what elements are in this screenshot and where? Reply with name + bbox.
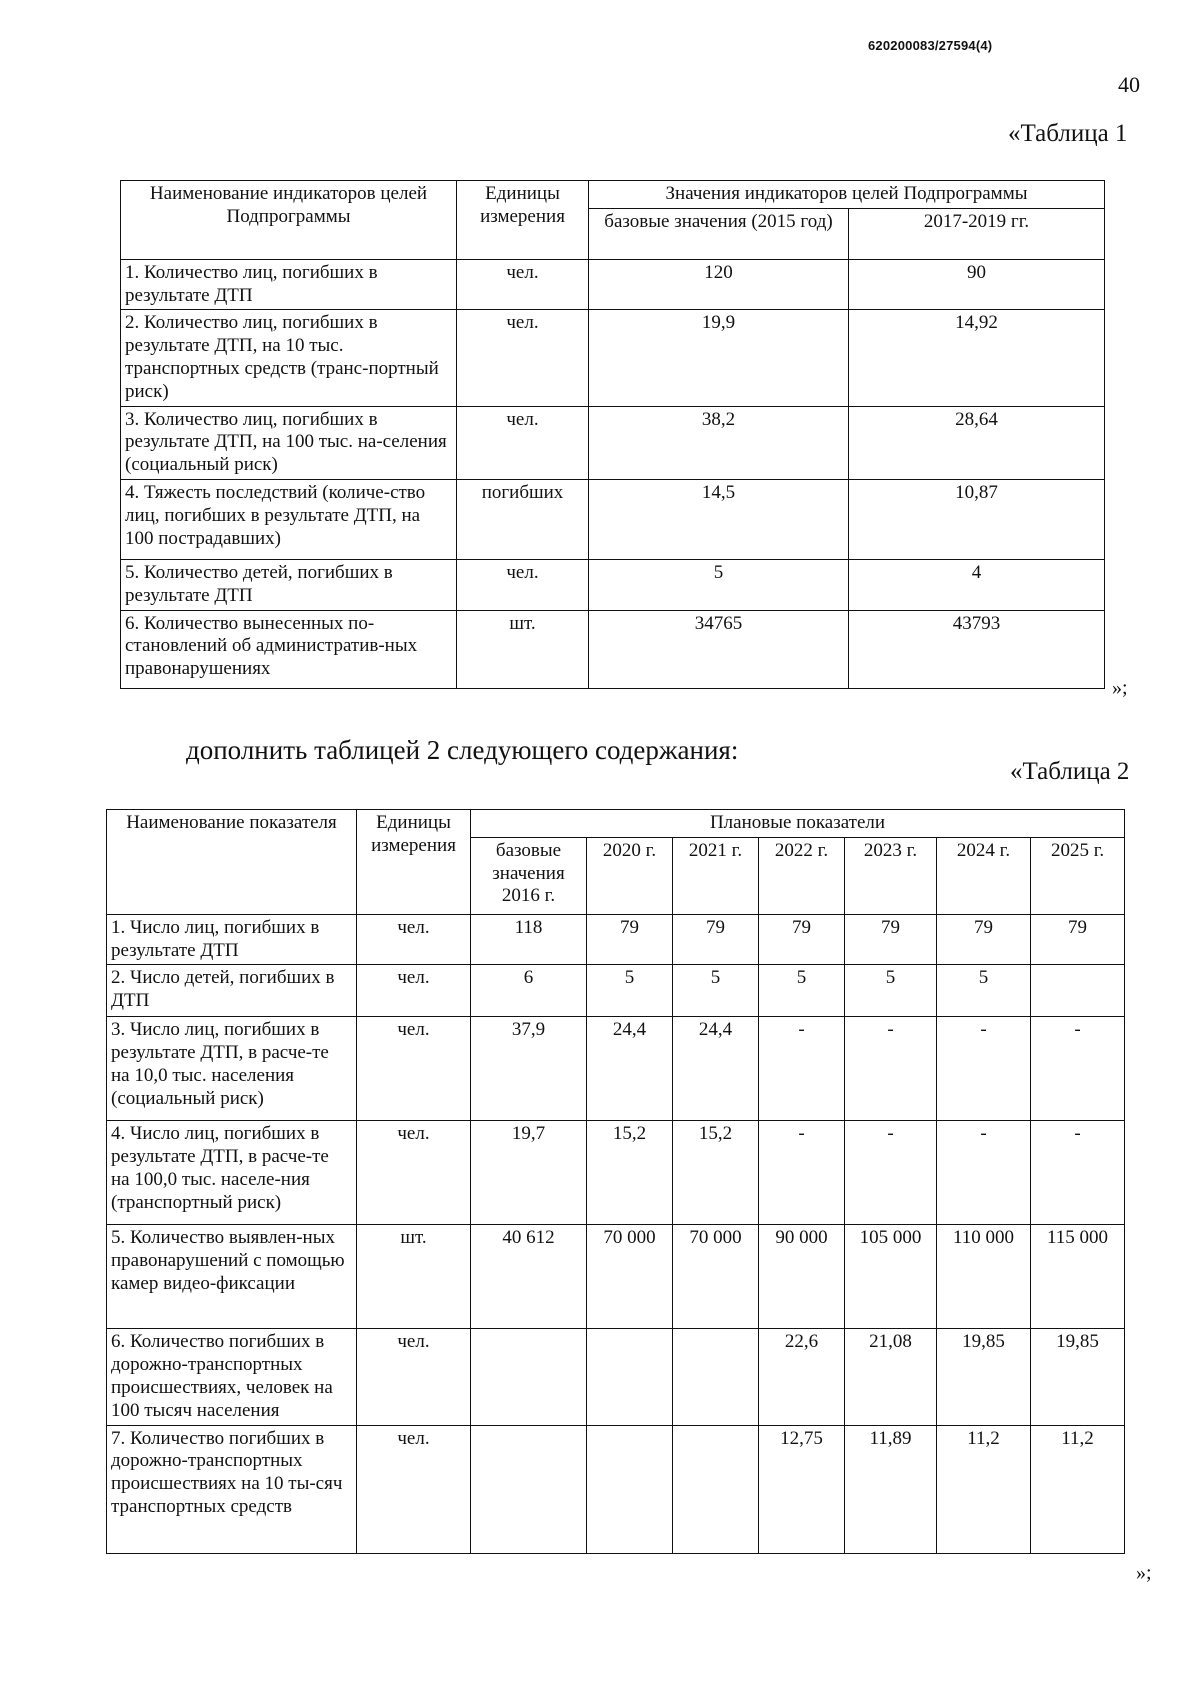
t1-cell-base: 5 <box>589 559 849 610</box>
t1-cell-unit: шт. <box>457 610 589 688</box>
t1-cell-name: 1. Количество лиц, погибших в результате ДТП <box>121 259 457 310</box>
t2-header-2024: 2024 г. <box>937 837 1031 914</box>
t1-cell-name: 2. Количество лиц, погибших в результате ДТП, на 10 тыс. транспортных средств (транс-портный риск) <box>121 310 457 406</box>
t2-cell-2021: 15,2 <box>673 1121 759 1225</box>
t1-cell-unit: погибших <box>457 479 589 559</box>
t1-header-name: Наименование индикаторов целей Подпрограммы <box>121 181 457 260</box>
t2-header-unit: Единицы измерения <box>357 810 471 915</box>
t2-cell-name: 5. Количество выявлен-ных правонарушений с помощью камер видео-фиксации <box>107 1225 357 1329</box>
table-row <box>107 914 1125 965</box>
t2-cell-2023: - <box>845 1017 937 1121</box>
t2-cell-unit: чел. <box>357 1017 471 1121</box>
t2-cell-2020 <box>587 1425 673 1553</box>
t2-cell-2025 <box>1031 965 1125 1017</box>
t2-header-2020: 2020 г. <box>587 837 673 914</box>
t1-cell-name: 6. Количество вынесенных по-становлений об административ-ных правонарушениях <box>121 610 457 688</box>
table1-closing-quote: »; <box>1112 677 1128 699</box>
t2-cell-2024: 79 <box>937 914 1031 965</box>
t2-cell-2020: 15,2 <box>587 1121 673 1225</box>
t2-cell-2025: 19,85 <box>1031 1329 1125 1425</box>
t2-cell-2025: 11,2 <box>1031 1425 1125 1553</box>
t2-cell-base: 19,7 <box>471 1121 587 1225</box>
t1-header-values-group: Значения индикаторов целей Подпрограммы <box>589 181 1105 209</box>
t2-header-2021: 2021 г. <box>673 837 759 914</box>
t2-cell-2020 <box>587 1329 673 1425</box>
t2-header-2025: 2025 г. <box>1031 837 1125 914</box>
t2-header-2023: 2023 г. <box>845 837 937 914</box>
t2-cell-unit: чел. <box>357 1329 471 1425</box>
t1-cell-base: 120 <box>589 259 849 310</box>
t2-cell-base: 118 <box>471 914 587 965</box>
t2-cell-2021 <box>673 1329 759 1425</box>
table-row <box>107 1017 1125 1121</box>
table2-caption: «Таблица 2 <box>1010 758 1130 785</box>
t2-cell-2022: - <box>759 1017 845 1121</box>
t2-cell-2022: 12,75 <box>759 1425 845 1553</box>
t1-body <box>121 259 1105 688</box>
t1-cell-name: 5. Количество детей, погибших в результате ДТП <box>121 559 457 610</box>
t2-header-2022: 2022 г. <box>759 837 845 914</box>
t2-cell-name: 4. Число лиц, погибших в результате ДТП, в расче-те на 100,0 тыс. населе-ния (транспортный риск) <box>107 1121 357 1225</box>
t2-cell-2024: 11,2 <box>937 1425 1031 1553</box>
table-row <box>107 1329 1125 1425</box>
t1-cell-period: 10,87 <box>849 479 1105 559</box>
t2-cell-2021: 70 000 <box>673 1225 759 1329</box>
t2-cell-2024: 19,85 <box>937 1329 1031 1425</box>
t2-cell-2021 <box>673 1425 759 1553</box>
table-row <box>121 310 1105 406</box>
t1-header-period: 2017-2019 гг. <box>849 208 1105 259</box>
t2-cell-name: 7. Количество погибших в дорожно-транспортных происшествиях на 10 ты-сяч транспортных средств <box>107 1425 357 1553</box>
t1-cell-period: 43793 <box>849 610 1105 688</box>
t2-cell-2025: - <box>1031 1121 1125 1225</box>
t1-cell-period: 4 <box>849 559 1105 610</box>
t1-header-unit: Единицы измерения <box>457 181 589 260</box>
t2-cell-base: 6 <box>471 965 587 1017</box>
t2-cell-base <box>471 1329 587 1425</box>
t1-cell-unit: чел. <box>457 259 589 310</box>
t2-cell-2024: - <box>937 1121 1031 1225</box>
t2-cell-2021: 79 <box>673 914 759 965</box>
t1-cell-name: 3. Количество лиц, погибших в результате ДТП, на 100 тыс. на-селения (социальный риск) <box>121 406 457 479</box>
t2-cell-base <box>471 1425 587 1553</box>
table2-closing-quote: »; <box>1136 1562 1152 1584</box>
t2-cell-2020: 5 <box>587 965 673 1017</box>
t2-cell-2023: 11,89 <box>845 1425 937 1553</box>
t2-cell-2025: 115 000 <box>1031 1225 1125 1329</box>
t2-cell-2025: 79 <box>1031 914 1125 965</box>
t2-cell-name: 1. Число лиц, погибших в результате ДТП <box>107 914 357 965</box>
table1-caption: «Таблица 1 <box>1008 120 1128 147</box>
t1-cell-base: 34765 <box>589 610 849 688</box>
t2-cell-2022: 5 <box>759 965 845 1017</box>
t2-cell-name: 6. Количество погибших в дорожно-транспортных происшествиях, человек на 100 тысяч населения <box>107 1329 357 1425</box>
t2-cell-2023: - <box>845 1121 937 1225</box>
t2-cell-base: 37,9 <box>471 1017 587 1121</box>
table-row <box>121 479 1105 559</box>
t2-cell-unit: чел. <box>357 1121 471 1225</box>
t1-cell-name: 4. Тяжесть последствий (количе-ство лиц, погибших в результате ДТП, на 100 пострадавших) <box>121 479 457 559</box>
t2-header-name: Наименование показателя <box>107 810 357 915</box>
t2-cell-unit: чел. <box>357 914 471 965</box>
t2-cell-2022: 79 <box>759 914 845 965</box>
t2-cell-2022: 22,6 <box>759 1329 845 1425</box>
t2-header-base: базовые значения 2016 г. <box>471 837 587 914</box>
document-id: 620200083/27594(4) <box>868 38 993 53</box>
table-row <box>121 610 1105 688</box>
t2-cell-2023: 79 <box>845 914 937 965</box>
t2-body <box>107 914 1125 1553</box>
t1-cell-base: 19,9 <box>589 310 849 406</box>
t1-cell-base: 14,5 <box>589 479 849 559</box>
t2-cell-2020: 24,4 <box>587 1017 673 1121</box>
t1-cell-unit: чел. <box>457 559 589 610</box>
t1-cell-period: 14,92 <box>849 310 1105 406</box>
t2-header-plan-group: Плановые показатели <box>471 810 1125 838</box>
t2-cell-base: 40 612 <box>471 1225 587 1329</box>
t2-cell-unit: чел. <box>357 1425 471 1553</box>
t2-cell-2023: 21,08 <box>845 1329 937 1425</box>
t2-cell-2023: 5 <box>845 965 937 1017</box>
t2-cell-2025: - <box>1031 1017 1125 1121</box>
t2-cell-2024: 110 000 <box>937 1225 1031 1329</box>
table-row <box>121 406 1105 479</box>
t2-cell-unit: чел. <box>357 965 471 1017</box>
planned-indicators-table-2 <box>106 809 1125 1554</box>
t2-cell-unit: шт. <box>357 1225 471 1329</box>
t2-cell-2022: - <box>759 1121 845 1225</box>
indicators-table-1 <box>120 180 1105 689</box>
page-number: 40 <box>1118 72 1140 97</box>
t2-cell-name: 3. Число лиц, погибших в результате ДТП, в расче-те на 10,0 тыс. населения (социальный риск) <box>107 1017 357 1121</box>
t2-cell-2020: 70 000 <box>587 1225 673 1329</box>
t2-cell-2021: 5 <box>673 965 759 1017</box>
t2-cell-2024: 5 <box>937 965 1031 1017</box>
table-row <box>121 259 1105 310</box>
t2-cell-2023: 105 000 <box>845 1225 937 1329</box>
t2-cell-2024: - <box>937 1017 1031 1121</box>
t1-header-base: базовые значения (2015 год) <box>589 208 849 259</box>
table-row <box>107 1425 1125 1553</box>
t2-cell-name: 2. Число детей, погибших в ДТП <box>107 965 357 1017</box>
t1-cell-unit: чел. <box>457 310 589 406</box>
table-row <box>107 1121 1125 1225</box>
t1-cell-base: 38,2 <box>589 406 849 479</box>
t2-cell-2021: 24,4 <box>673 1017 759 1121</box>
intro-text: дополнить таблицей 2 следующего содержания: <box>186 735 739 765</box>
t1-cell-unit: чел. <box>457 406 589 479</box>
t2-cell-2022: 90 000 <box>759 1225 845 1329</box>
t2-cell-2020: 79 <box>587 914 673 965</box>
table-row <box>107 965 1125 1017</box>
t1-cell-period: 90 <box>849 259 1105 310</box>
t1-cell-period: 28,64 <box>849 406 1105 479</box>
table-row <box>107 1225 1125 1329</box>
table-row <box>121 559 1105 610</box>
